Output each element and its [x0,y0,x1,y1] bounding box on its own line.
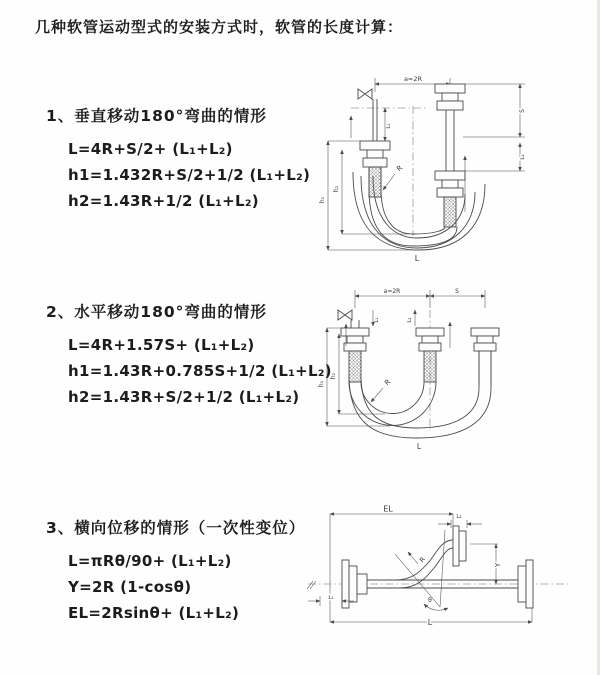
section2-heading: 2、水平移动180°弯曲的情形 [46,303,267,321]
dim-label-h2: h₂ [333,185,340,193]
right-flange [518,560,533,608]
dim-label-l2: L₂ [520,154,526,160]
section-lateral-displacement [46,516,336,626]
radius-label: R [383,377,393,388]
section2-formula-h1: h1=1.43R+0.785S+1/2 (L₁+L₂) [68,362,332,380]
diagram-vertical-180-bend [313,64,585,264]
right-fitting [435,84,465,227]
hose-u-bends [349,351,491,438]
dim-label-l2: L₂ [456,514,462,520]
section3-formula-Y: Y=2R (1-cosθ) [68,578,192,596]
dim-label-l2: L₂ [407,317,413,323]
dim-label-s: S [519,109,526,113]
dim-label-a2r: a=2R [403,75,423,83]
displaced-flange [453,526,466,566]
section-vertical-movement [46,104,336,214]
section2-formula-h2: h2=1.43R+S/2+1/2 (L₁+L₂) [68,388,300,406]
dim-label-y: Y [494,562,502,568]
diagram-horizontal-180-bend [315,280,600,452]
length-label: L [414,254,420,263]
dim-label-h2: h₂ [330,372,337,380]
section-horizontal-movement [46,300,336,410]
hose-braid [444,197,456,227]
valve-icon [358,89,372,99]
hose-braid [369,167,381,197]
dim-label-h1: h₁ [318,380,325,388]
section1-heading: 1、垂直移动180°弯曲的情形 [46,107,267,125]
section3-formula-L: L=πRθ/90+ (L₁+L₂) [68,552,232,570]
dim-label-a2r: a=2R [383,288,401,295]
right-fitting [471,328,499,385]
left-fitting [341,328,369,382]
section1-formula-h1: h1=1.432R+S/2+1/2 (L₁+L₂) [68,166,311,184]
section3-heading: 3、横向位移的情形（一次性变位） [46,519,306,537]
diagram-lateral-displacement [300,502,600,650]
dim-label-s: S [455,288,459,295]
angle-arc [424,604,448,610]
page-title: 几种软管运动型式的安装方式时，软管的长度计算： [35,18,404,36]
centerline-break-mark [307,581,316,589]
hose-braid [349,351,361,382]
section1-formula-L: L=4R+S/2+ (L₁+L₂) [68,140,233,158]
dim-label-l1: L₁ [374,317,380,323]
section3-formula-EL: EL=2Rsinθ+ (L₁+L₂) [68,604,240,622]
radius-label: R [395,163,405,174]
dim-label-el: EL [383,504,393,514]
dim-label-l1: L₁ [386,123,392,129]
section1-formula-h2: h2=1.43R+1/2 (L₁+L₂) [68,192,259,210]
radius-label: R [417,555,427,565]
hose-s-curve [367,540,453,588]
length-label: L [427,618,433,627]
angle-label: θ [428,597,432,604]
left-fitting [360,141,390,197]
middle-fitting [416,328,444,382]
hose-braid [424,351,436,382]
dim-label-h1: h₁ [319,196,326,204]
dim-label-l1: L₁ [328,595,334,601]
length-label: L [416,442,422,451]
construction-lines [395,530,445,607]
valve-icon [338,310,352,320]
section2-formula-L: L=4R+1.57S+ (L₁+L₂) [68,336,255,354]
